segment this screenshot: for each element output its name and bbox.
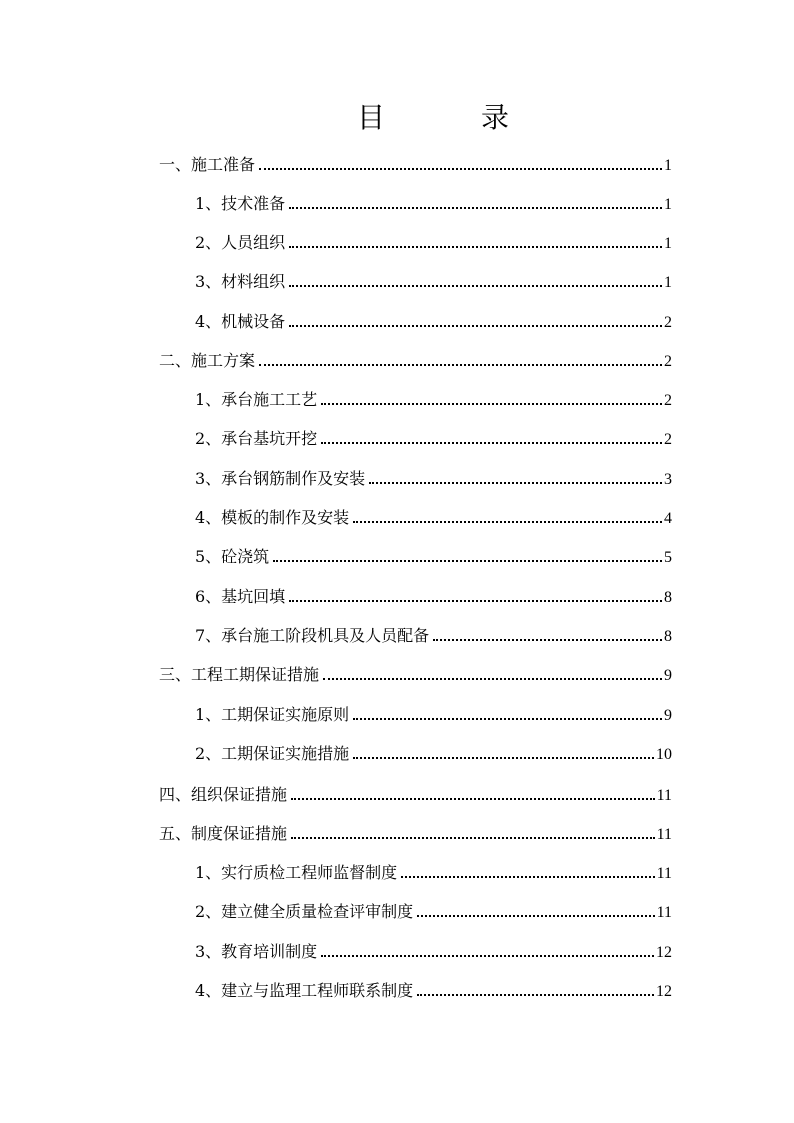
toc-leader-dots bbox=[289, 246, 662, 248]
toc-entry-page: 10 bbox=[656, 746, 672, 763]
toc-entry-label: 1、工期保证实施原则 bbox=[195, 705, 350, 724]
toc-entry[interactable] bbox=[195, 705, 672, 727]
toc-entry-page: 9 bbox=[664, 667, 672, 684]
toc-entry[interactable] bbox=[195, 744, 672, 766]
toc-entry-label: 6、基坑回填 bbox=[195, 587, 286, 606]
toc-entry-page: 1 bbox=[664, 274, 672, 291]
toc-entry-page: 2 bbox=[664, 314, 672, 331]
toc-entry[interactable] bbox=[195, 429, 672, 451]
toc-entry[interactable] bbox=[195, 469, 672, 491]
toc-leader-dots bbox=[289, 600, 662, 602]
toc-entry-label: 3、教育培训制度 bbox=[195, 942, 318, 961]
toc-leader-dots bbox=[291, 837, 655, 839]
toc-entry-page: 1 bbox=[664, 157, 672, 174]
toc-entry-label: 4、建立与监理工程师联系制度 bbox=[195, 981, 414, 1000]
toc-leader-dots bbox=[401, 876, 654, 878]
toc-leader-dots bbox=[291, 798, 655, 800]
toc-entry-label: 7、承台施工阶段机具及人员配备 bbox=[195, 626, 430, 645]
toc-entry-page: 4 bbox=[664, 510, 672, 527]
toc-entry[interactable] bbox=[159, 785, 672, 807]
toc-entry-label: 1、承台施工工艺 bbox=[195, 390, 318, 409]
toc-entry[interactable] bbox=[195, 863, 672, 885]
toc-leader-dots bbox=[353, 521, 662, 523]
toc-leader-dots bbox=[289, 325, 662, 327]
toc-entry-label: 5、砼浇筑 bbox=[195, 547, 270, 566]
toc-entry-label: 五、制度保证措施 bbox=[159, 824, 288, 843]
toc-leader-dots bbox=[289, 207, 662, 209]
toc-entry-label: 2、承台基坑开挖 bbox=[195, 429, 318, 448]
toc-entry[interactable] bbox=[195, 312, 672, 334]
toc-leader-dots bbox=[323, 678, 662, 680]
toc-leader-dots bbox=[369, 482, 662, 484]
toc-entry-label: 4、模板的制作及安装 bbox=[195, 508, 350, 527]
toc-leader-dots bbox=[259, 364, 662, 366]
toc-leader-dots bbox=[321, 955, 654, 957]
toc-entry-page: 8 bbox=[664, 628, 672, 645]
toc-entry[interactable] bbox=[195, 626, 672, 648]
toc-entry[interactable] bbox=[195, 981, 672, 1003]
toc-entry[interactable] bbox=[195, 390, 672, 412]
toc-entry-label: 1、技术准备 bbox=[195, 194, 286, 213]
toc-entry-label: 2、建立健全质量检查评审制度 bbox=[195, 902, 414, 921]
toc-entry-page: 5 bbox=[664, 549, 672, 566]
toc-entry[interactable] bbox=[195, 233, 672, 255]
toc-entry[interactable] bbox=[159, 351, 672, 373]
toc-entry-page: 8 bbox=[664, 589, 672, 606]
toc-entry[interactable] bbox=[195, 587, 672, 609]
toc-entry-label: 3、承台钢筋制作及安装 bbox=[195, 469, 366, 488]
toc-leader-dots bbox=[353, 718, 662, 720]
toc-entry[interactable] bbox=[159, 155, 672, 177]
toc-entry-page: 11 bbox=[656, 865, 672, 882]
toc-entry-page: 11 bbox=[656, 787, 672, 804]
toc-entry-page: 11 bbox=[656, 904, 672, 921]
toc-entry[interactable] bbox=[195, 194, 672, 216]
toc-entry[interactable] bbox=[195, 902, 672, 924]
toc-entry-label: 四、组织保证措施 bbox=[159, 785, 288, 804]
toc-leader-dots bbox=[433, 639, 662, 641]
toc-entry-label: 2、工期保证实施措施 bbox=[195, 744, 350, 763]
toc-leader-dots bbox=[259, 168, 662, 170]
toc-entry-label: 二、施工方案 bbox=[159, 351, 256, 370]
toc-entry-page: 2 bbox=[664, 353, 672, 370]
toc-entry-page: 12 bbox=[656, 983, 672, 1000]
toc-entry-label: 一、施工准备 bbox=[159, 155, 256, 174]
toc-entry-page: 2 bbox=[664, 392, 672, 409]
toc-entry[interactable] bbox=[195, 547, 672, 569]
toc-entry[interactable] bbox=[195, 942, 672, 964]
toc-entry[interactable] bbox=[159, 824, 672, 846]
toc-entry-page: 9 bbox=[664, 707, 672, 724]
toc-entry-label: 3、材料组织 bbox=[195, 272, 286, 291]
toc-entry-page: 2 bbox=[664, 431, 672, 448]
toc-entry-label: 三、工程工期保证措施 bbox=[159, 665, 320, 684]
toc-entry-label: 1、实行质检工程师监督制度 bbox=[195, 863, 398, 882]
toc-leader-dots bbox=[289, 285, 662, 287]
toc-entry[interactable] bbox=[159, 665, 672, 687]
toc-entry-label: 4、机械设备 bbox=[195, 312, 286, 331]
toc-leader-dots bbox=[321, 442, 662, 444]
toc-entry-page: 1 bbox=[664, 196, 672, 213]
toc-entry[interactable] bbox=[195, 272, 672, 294]
toc-leader-dots bbox=[417, 915, 654, 917]
toc-entry[interactable] bbox=[195, 508, 672, 530]
toc-entry-label: 2、人员组织 bbox=[195, 233, 286, 252]
toc-leader-dots bbox=[417, 994, 654, 996]
toc-entry-page: 12 bbox=[656, 944, 672, 961]
toc-leader-dots bbox=[353, 757, 654, 759]
toc-leader-dots bbox=[273, 560, 662, 562]
toc-entry-page: 11 bbox=[656, 826, 672, 843]
toc-entry-page: 1 bbox=[664, 235, 672, 252]
toc-entry-page: 3 bbox=[664, 471, 672, 488]
toc-leader-dots bbox=[321, 403, 662, 405]
page-title: 目 录 bbox=[356, 101, 543, 134]
